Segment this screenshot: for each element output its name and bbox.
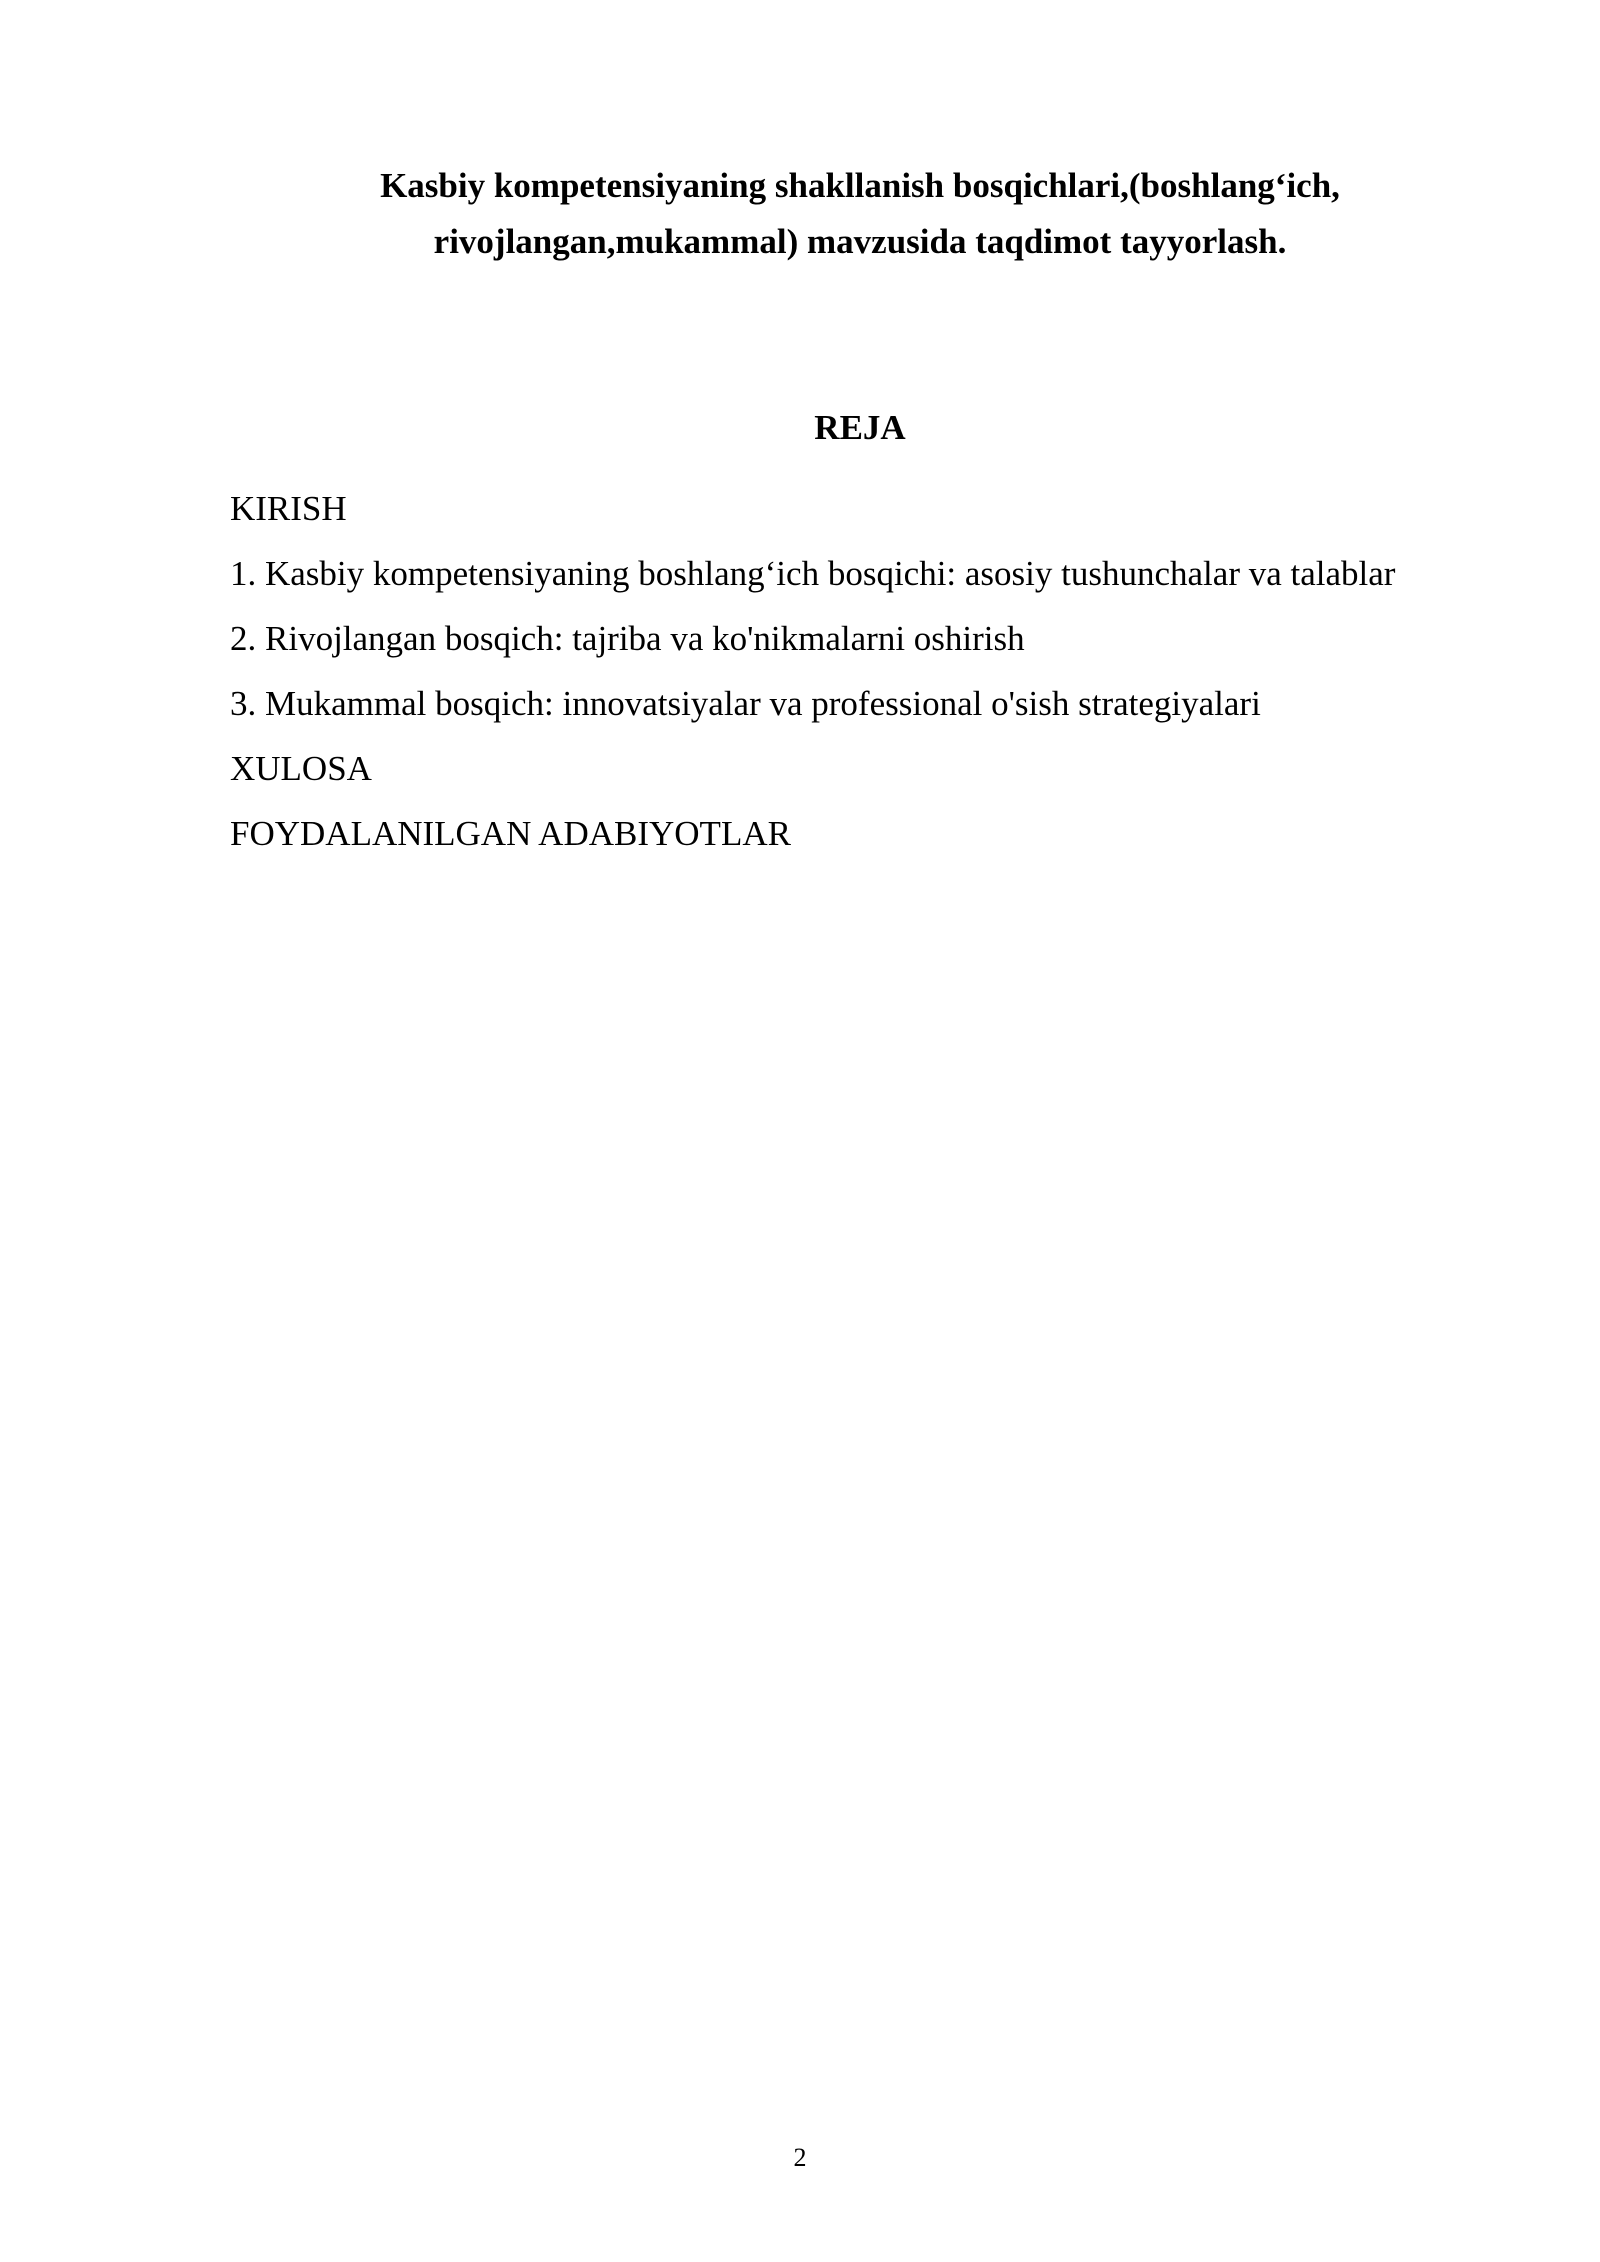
plan-item-conclusion: XULOSA xyxy=(230,749,372,788)
plan-item-1: 1. Kasbiy kompetensiyaning boshlang‘ich bosqichi: asosiy tushunchalar va talablar xyxy=(230,554,1396,593)
plan-item-3: 3. Mukammal bosqich: innovatsiyalar va professional o'sish strategiyalari xyxy=(230,684,1261,723)
page-number: 2 xyxy=(793,2143,807,2172)
title-line-1: Kasbiy kompetensiyaning shakllanish bosqichlari,(boshlang‘ich, xyxy=(380,166,1340,205)
plan-item-2: 2. Rivojlangan bosqich: tajriba va ko'nikmalarni oshirish xyxy=(230,619,1025,658)
plan-item-introduction: KIRISH xyxy=(230,489,347,528)
document-title xyxy=(230,158,1490,270)
plan-list xyxy=(230,476,1530,866)
plan-heading: REJA xyxy=(814,408,906,447)
plan-item-references: FOYDALANILGAN ADABIYOTLAR xyxy=(230,814,791,853)
title-line-2: rivojlangan,mukammal) mavzusida taqdimot tayyorlash. xyxy=(433,222,1287,261)
